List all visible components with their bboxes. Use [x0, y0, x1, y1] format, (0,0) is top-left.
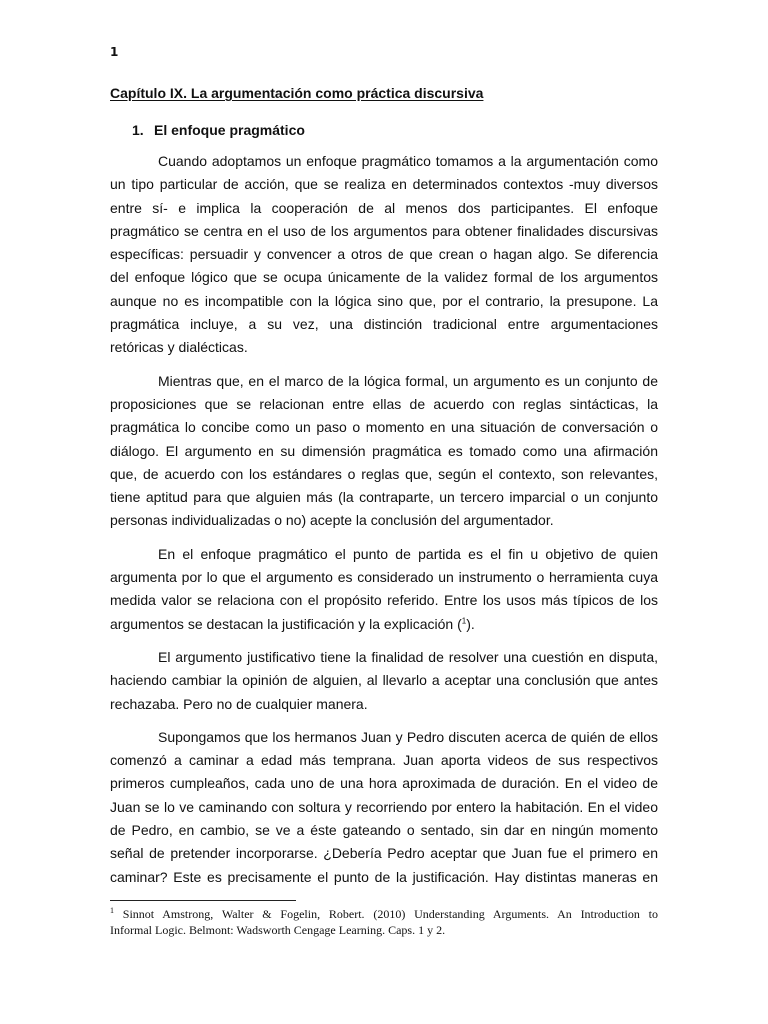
paragraph-4	[110, 646, 658, 716]
footnote-line: Informal Logic. Belmont: Wadsworth Cengage Learning. Caps. 1 y 2.	[110, 923, 446, 937]
footnote-reference[interactable]: 1	[461, 615, 467, 625]
text-line: tiene aptitud para que alguien más (la contraparte, un tercero imparcial o un conjunto	[110, 489, 658, 506]
text-fragment: ).	[466, 615, 475, 632]
text-line: comenzó a caminar a edad más temprana. Juan aporta videos de sus respectivos	[110, 752, 658, 769]
text-line: aunque no es incompatible con la lógica sino que, por el contrario, la presupone. La	[110, 292, 658, 309]
text-line: personas individualizadas o no) acepte la conclusión del argumentador.	[110, 512, 554, 529]
text-line: argumenta por lo que el argumento es considerado un instrumento o herramienta cuya	[110, 569, 658, 586]
text-line	[110, 613, 658, 636]
text-line: que, de acuerdo con los estándares o reglas que, según el contexto, son relevantes,	[110, 465, 658, 482]
text-line: pragmático se centra en el uso de los argumentos para obtener finalidades discursivas	[110, 222, 658, 239]
footnote-marker: 1	[110, 906, 114, 915]
text-line: rechazaba. Pero no de cualquier manera.	[110, 695, 368, 712]
text-line: Mientras que, en el marco de la lógica formal, un argumento es un conjunto de	[158, 372, 658, 389]
text-line: proposiciones que se relacionan entre ellas de acuerdo con reglas sintácticas, la	[110, 395, 658, 412]
paragraph-5	[110, 726, 658, 889]
footnote	[110, 906, 658, 938]
paragraph-2	[110, 370, 658, 533]
section-title: El enfoque pragmático	[154, 122, 305, 138]
paragraph-1	[110, 150, 658, 360]
text-line: entre sí- e implica la cooperación de al menos dos participantes. El enfoque	[110, 199, 658, 216]
text-fragment: argumentos se destacan la justificación y la explicación (	[110, 615, 462, 632]
text-line: primeros cumpleaños, cada uno de una hora aproximada de duración. En el video de	[110, 775, 658, 792]
text-line: haciendo cambiar la opinión de alguien, al llevarlo a aceptar una conclusión que antes	[110, 672, 658, 689]
section-number: 1.	[132, 122, 144, 138]
text-line: del enfoque lógico que se ocupa únicamente de la validez formal de los argumentos	[110, 269, 658, 286]
text-line: En el enfoque pragmático el punto de partida es el fin u objetivo de quien	[158, 545, 658, 562]
footnote-divider	[110, 900, 296, 901]
text-line: pragmática lo concibe como un paso o momento en una situación de conversación o	[110, 419, 658, 436]
text-line: medida valor se relaciona con el propósito referido. Entre los usos más típicos de los	[110, 592, 658, 609]
text-line: Supongamos que los hermanos Juan y Pedro discuten acerca de quién de ellos	[158, 728, 658, 745]
footnote-line	[110, 906, 658, 922]
text-line: de Pedro, en cambio, se ve a éste gateando o sentado, sin dar en ningún momento	[110, 822, 658, 839]
text-line: diálogo. El argumento en su dimensión pragmática es tomado como una afirmación	[110, 442, 658, 459]
text-line: señal de pretender incorporarse. ¿Debería Pedro aceptar que Juan fue el primero en	[110, 845, 658, 862]
paragraph-3	[110, 543, 658, 636]
text-line: un tipo particular de acción, que se realiza en determinados contextos -muy diversos	[110, 176, 658, 193]
text-line: Juan se lo ve caminando con soltura y recorriendo por entero la habitación. En el video	[110, 798, 658, 815]
text-line: específicas: persuadir y convencer a otros de que crean o hagan algo. Se diferencia	[110, 246, 658, 263]
text-line: Cuando adoptamos un enfoque pragmático tomamos a la argumentación como	[158, 153, 658, 169]
page-number: 1	[110, 45, 119, 59]
chapter-title: Capítulo IX. La argumentación como práctica discursiva	[110, 85, 484, 101]
footnote-text: Sinnot Amstrong, Walter & Fogelin, Robert. (2010) Understanding Arguments. An Introduction to	[122, 907, 659, 921]
text-line: pragmática incluye, a su vez, una distinción tradicional entre argumentaciones	[110, 316, 658, 333]
text-line: caminar? Este es precisamente el punto de la justificación. Hay distintas maneras en	[110, 868, 658, 885]
body-text	[110, 150, 658, 899]
section-heading	[132, 121, 305, 139]
text-line: retóricas y dialécticas.	[110, 339, 248, 356]
text-line: El argumento justificativo tiene la finalidad de resolver una cuestión en disputa,	[158, 648, 658, 665]
